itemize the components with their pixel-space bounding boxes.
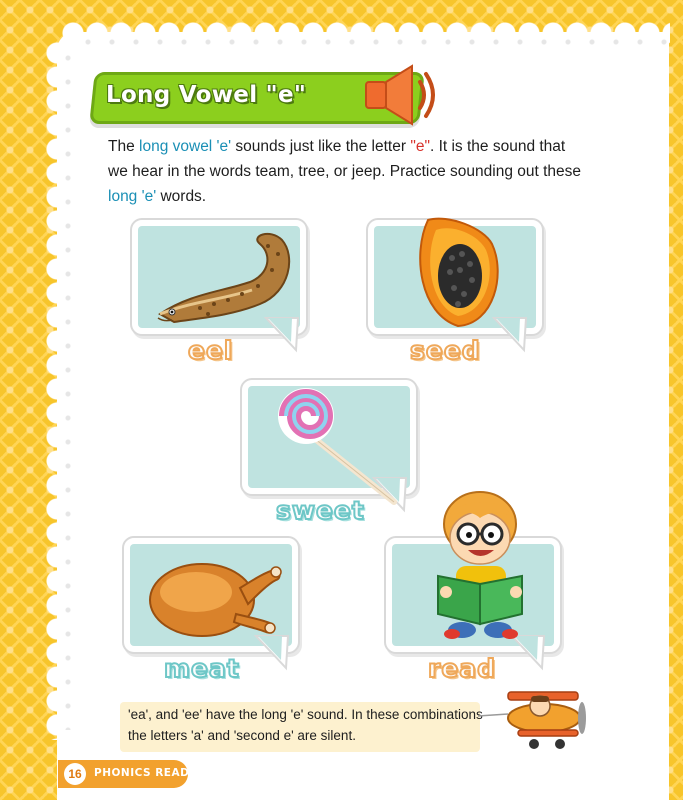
reading-boy-icon (432, 484, 532, 644)
speaker-icon[interactable] (362, 60, 442, 130)
word-eel: eel (188, 336, 234, 365)
intro-paragraph (108, 134, 588, 209)
roast-chicken-icon (140, 548, 290, 648)
eel-icon (150, 222, 300, 332)
book-title-label: PHONICS READER (94, 767, 206, 779)
word-meat: meat (164, 654, 240, 683)
intro-text-4: words. (156, 188, 207, 205)
lace-dots-left (62, 50, 80, 730)
intro-highlight-long-vowel: long vowel 'e' (139, 138, 232, 155)
intro-text-3: . It is the sound that we hear in the words team, tree, or jeep. Practice sounding out these (108, 138, 582, 180)
lace-dots-top (80, 36, 670, 52)
intro-highlight-long-e: long 'e' (108, 188, 157, 205)
page-number: 16 (64, 763, 86, 785)
page-title: Long Vowel "e" (106, 82, 307, 108)
word-seed: seed (410, 336, 481, 365)
intro-text-1: The (108, 138, 140, 155)
lollipop-icon (268, 386, 408, 512)
note-text: 'ea', and 'ee' have the long 'e' sound. In these combinations the letters 'a' and 'second e' are silent. (128, 707, 483, 743)
papaya-icon (408, 214, 508, 334)
intro-highlight-letter-e: "e" (410, 138, 430, 155)
intro-text-2: sounds just like the letter (231, 138, 411, 155)
word-read: read (428, 654, 497, 683)
airplane-icon (478, 680, 598, 756)
word-sweet: sweet (276, 496, 365, 525)
